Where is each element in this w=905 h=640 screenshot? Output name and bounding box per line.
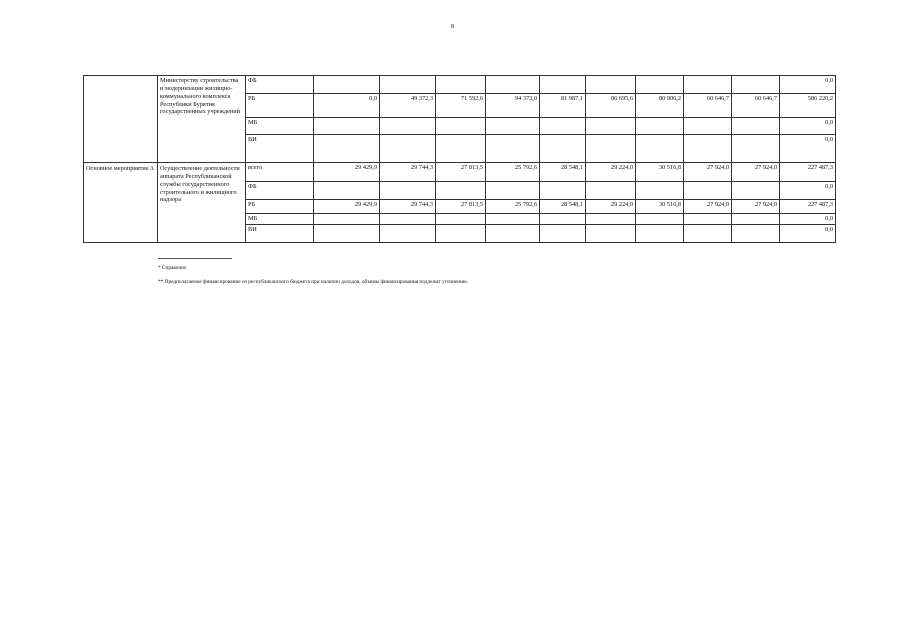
value-cell — [436, 182, 486, 200]
value-cell — [586, 135, 636, 163]
value-cell — [684, 182, 732, 200]
value-cell: 27 924,0 — [732, 200, 780, 214]
value-cell — [684, 76, 732, 94]
value-cell — [486, 118, 540, 135]
value-cell: 29 429,9 — [314, 163, 380, 182]
value-cell — [314, 214, 380, 225]
value-cell: 60 646,7 — [684, 94, 732, 118]
value-cell — [636, 214, 684, 225]
value-cell — [540, 76, 586, 94]
value-cell: 227 487,3 — [780, 163, 836, 182]
value-cell — [636, 118, 684, 135]
value-cell: 60 646,7 — [732, 94, 780, 118]
value-cell: 80 906,2 — [636, 94, 684, 118]
value-cell — [684, 118, 732, 135]
value-cell — [586, 76, 636, 94]
footnote-reference: * Справочно — [158, 265, 187, 271]
funding-source-cell: ВИ — [246, 135, 314, 163]
value-cell — [380, 118, 436, 135]
value-cell — [486, 135, 540, 163]
value-cell — [436, 214, 486, 225]
value-cell — [636, 76, 684, 94]
value-cell: 0,0 — [780, 214, 836, 225]
value-cell: 94 373,0 — [486, 94, 540, 118]
value-cell: 227 487,3 — [780, 200, 836, 214]
funding-source-cell: РБ — [246, 200, 314, 214]
value-cell: 49 372,3 — [380, 94, 436, 118]
funding-source-cell: РБ — [246, 94, 314, 118]
value-cell — [732, 214, 780, 225]
value-cell — [486, 214, 540, 225]
value-cell — [684, 214, 732, 225]
value-cell — [636, 135, 684, 163]
value-cell: 0,0 — [780, 118, 836, 135]
value-cell — [380, 182, 436, 200]
value-cell — [436, 118, 486, 135]
value-cell — [486, 182, 540, 200]
value-cell — [436, 76, 486, 94]
footnote-divider — [158, 258, 232, 259]
value-cell — [636, 182, 684, 200]
activity-cell — [84, 76, 158, 163]
value-cell: 29 429,9 — [314, 200, 380, 214]
value-cell — [732, 135, 780, 163]
value-cell: 0,0 — [780, 76, 836, 94]
value-cell — [586, 224, 636, 242]
value-cell — [436, 224, 486, 242]
value-cell — [436, 135, 486, 163]
value-cell: 29 744,3 — [380, 163, 436, 182]
value-cell: 29 224,0 — [586, 200, 636, 214]
value-cell: 71 592,6 — [436, 94, 486, 118]
value-cell: 27 924,0 — [684, 200, 732, 214]
responsible-cell: Осуществление деятельности аппарата Республиканской службы государственного строительного и жилищного надзора — [158, 163, 246, 243]
value-cell — [586, 118, 636, 135]
value-cell: 25 792,6 — [486, 163, 540, 182]
value-cell: 25 792,6 — [486, 200, 540, 214]
funding-source-cell: ФБ — [246, 182, 314, 200]
value-cell — [540, 224, 586, 242]
financing-table — [83, 75, 836, 243]
value-cell: 27 924,0 — [684, 163, 732, 182]
value-cell: 0,0 — [780, 182, 836, 200]
activity-cell: Основное мероприятие 3. — [84, 163, 158, 243]
value-cell: 29 744,3 — [380, 200, 436, 214]
value-cell — [586, 182, 636, 200]
value-cell — [486, 76, 540, 94]
value-cell — [732, 118, 780, 135]
value-cell — [586, 214, 636, 225]
value-cell: 27 813,5 — [436, 200, 486, 214]
footnote-financing: ** Предполагаемое финансирование из республиканского бюджета при наличии доходов, объемы финансирования подлежат уточнению. — [158, 279, 469, 285]
funding-source-cell: ВИ — [246, 224, 314, 242]
table-row — [84, 76, 836, 94]
funding-source-cell: ФБ — [246, 76, 314, 94]
funding-source-cell: МБ — [246, 214, 314, 225]
value-cell: 586 220,2 — [780, 94, 836, 118]
value-cell: 30 516,8 — [636, 163, 684, 182]
table-block-main-activity-3 — [84, 163, 836, 243]
value-cell — [732, 182, 780, 200]
value-cell: 81 987,1 — [540, 94, 586, 118]
value-cell: 27 813,5 — [436, 163, 486, 182]
value-cell: 28 548,1 — [540, 200, 586, 214]
value-cell: 30 516,8 — [636, 200, 684, 214]
table-block-ministry — [84, 76, 836, 163]
value-cell — [684, 224, 732, 242]
value-cell — [314, 182, 380, 200]
funding-source-cell: всего — [246, 163, 314, 182]
value-cell — [314, 224, 380, 242]
value-cell: 0,0 — [314, 94, 380, 118]
value-cell — [380, 214, 436, 225]
value-cell — [314, 118, 380, 135]
value-cell — [540, 182, 586, 200]
value-cell — [732, 224, 780, 242]
value-cell — [540, 118, 586, 135]
value-cell — [636, 224, 684, 242]
funding-source-cell: МБ — [246, 118, 314, 135]
value-cell: 27 924,0 — [732, 163, 780, 182]
value-cell: 28 548,1 — [540, 163, 586, 182]
value-cell — [380, 76, 436, 94]
value-cell: 86 695,6 — [586, 94, 636, 118]
value-cell: 0,0 — [780, 224, 836, 242]
value-cell: 29 224,0 — [586, 163, 636, 182]
value-cell — [380, 224, 436, 242]
value-cell — [380, 135, 436, 163]
value-cell — [314, 76, 380, 94]
table-row — [84, 163, 836, 182]
page-number: 8 — [451, 24, 454, 30]
value-cell — [540, 214, 586, 225]
value-cell — [540, 135, 586, 163]
value-cell — [314, 135, 380, 163]
value-cell — [684, 135, 732, 163]
value-cell — [732, 76, 780, 94]
value-cell — [486, 224, 540, 242]
responsible-cell: Министерству строительства и модернизации жилищно-коммунального комплекса Республики Бурятия государственных учреждений — [158, 76, 246, 163]
footnotes — [158, 258, 468, 293]
value-cell: 0,0 — [780, 135, 836, 163]
